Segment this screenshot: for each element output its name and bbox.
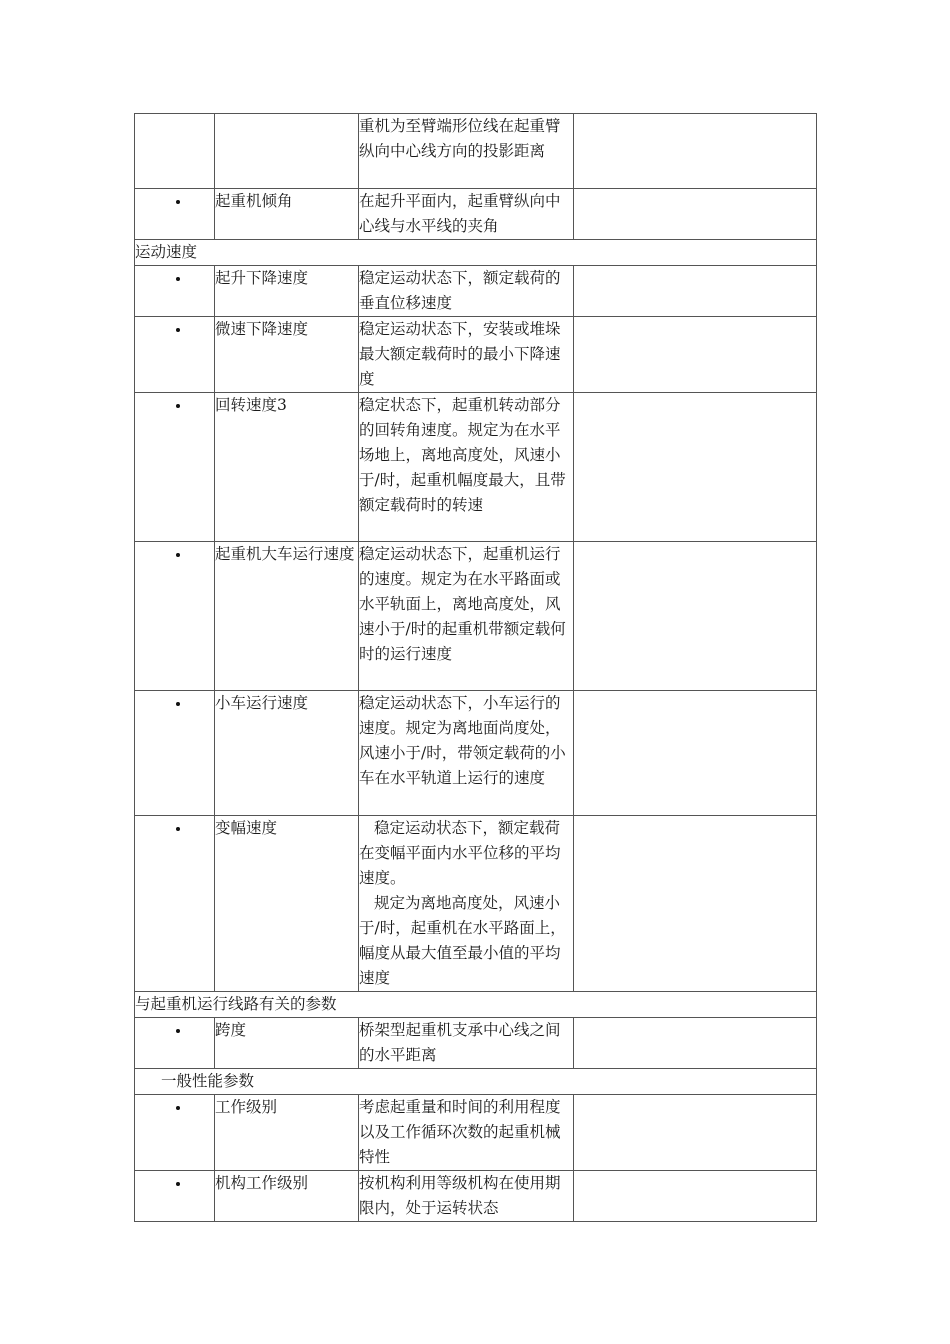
table-row [135, 1095, 817, 1171]
description-text: 考虑起重量和时间的利用程度以及工作循环次数的起重机械特性 [359, 1098, 561, 1166]
term-cell: 小车运行速度 [215, 691, 359, 816]
description-cell [359, 691, 574, 816]
bullet-icon [176, 702, 180, 706]
term-cell: 起重机倾角 [215, 189, 359, 240]
remark-cell [574, 189, 817, 240]
term-cell: 变幅速度 [215, 816, 359, 992]
remark-cell [574, 816, 817, 992]
description-text: 稳定运动状态下，额定载荷的垂直位移速度 [359, 269, 561, 312]
remark-cell [574, 691, 817, 816]
term-cell: 微速下降速度 [215, 317, 359, 393]
bullet-cell [135, 317, 215, 393]
bullet-icon [176, 1182, 180, 1186]
section-row [135, 240, 817, 266]
bullet-cell [135, 189, 215, 240]
bullet-cell [135, 1171, 215, 1222]
remark-cell [574, 1171, 817, 1222]
section-heading: 与起重机运行线路有关的参数 [135, 992, 817, 1018]
description-cell [359, 189, 574, 240]
description-text: 稳定运动状态下，额定载荷在变幅平面内水平位移的平均速度。 [359, 819, 561, 887]
section-heading: 运动速度 [135, 240, 817, 266]
term-cell [215, 114, 359, 189]
term-cell: 工作级别 [215, 1095, 359, 1171]
description-text: 稳定运动状态下，起重机运行的速度。规定为在水平路面或水平轨面上，离地高度处，风速小于/时的起重机带额定载何时的运行速度 [359, 545, 566, 663]
table-row [135, 691, 817, 816]
bullet-cell [135, 542, 215, 691]
remark-cell [574, 317, 817, 393]
description-cell [359, 1018, 574, 1069]
bullet-icon [176, 404, 180, 408]
description-text: 稳定运动状态下，小车运行的速度。规定为离地面尚度处，风速小于/时，带领定载荷的小车在水平轨道上运行的速度 [359, 694, 566, 787]
bullet-cell [135, 1095, 215, 1171]
bullet-cell [135, 816, 215, 992]
description-text: 规定为离地高度处，风速小于/时，起重机在水平路面上，幅度从最大值至最小值的平均速度 [359, 894, 566, 987]
remark-cell [574, 393, 817, 542]
bullet-cell [135, 266, 215, 317]
table-row [135, 393, 817, 542]
section-heading: 一般性能参数 [135, 1069, 817, 1095]
description-text: 桥架型起重机支承中心线之间的水平距离 [359, 1021, 561, 1064]
bullet-icon [176, 277, 180, 281]
description-text: 稳定状态下，起重机转动部分的回转角速度。规定为在水平场地上，离地高度处，风速小于/时，起重机幅度最大，且带额定载荷时的转速 [359, 396, 566, 514]
description-cell [359, 393, 574, 542]
description-cell [359, 1095, 574, 1171]
parameter-table [134, 113, 817, 1222]
description-cell [359, 816, 574, 992]
description-cell [359, 1171, 574, 1222]
term-cell: 机构工作级别 [215, 1171, 359, 1222]
remark-cell [574, 1018, 817, 1069]
remark-cell [574, 1095, 817, 1171]
description-cell [359, 317, 574, 393]
bullet-icon [176, 1029, 180, 1033]
table-row [135, 266, 817, 317]
table-row [135, 114, 817, 189]
remark-cell [574, 266, 817, 317]
section-row [135, 1069, 817, 1095]
term-cell: 回转速度3 [215, 393, 359, 542]
table-row [135, 189, 817, 240]
term-cell: 跨度 [215, 1018, 359, 1069]
bullet-icon [176, 328, 180, 332]
bullet-icon [176, 827, 180, 831]
table-row [135, 1018, 817, 1069]
remark-cell [574, 542, 817, 691]
table-row [135, 317, 817, 393]
bullet-icon [176, 553, 180, 557]
bullet-cell [135, 691, 215, 816]
bullet-cell [135, 1018, 215, 1069]
description-text: 在起升平面内，起重臂纵向中心线与水平线的夹角 [359, 192, 561, 235]
description-cell [359, 114, 574, 189]
remark-cell [574, 114, 817, 189]
description-text: 稳定运动状态下，安装或堆垛最大额定载荷时的最小下降速度 [359, 320, 561, 388]
description-text: 重机为至臂端形位线在起重臂纵向中心线方向的投影距离 [359, 117, 561, 160]
description-cell [359, 266, 574, 317]
table-row [135, 816, 817, 992]
bullet-icon [176, 200, 180, 204]
bullet-cell [135, 114, 215, 189]
bullet-icon [176, 1106, 180, 1110]
bullet-cell [135, 393, 215, 542]
description-text: 按机构利用等级机构在使用期限内，处于运转状态 [359, 1174, 561, 1217]
term-cell: 起重机大车运行速度 [215, 542, 359, 691]
table-row [135, 1171, 817, 1222]
table-row [135, 542, 817, 691]
term-cell: 起升下降速度 [215, 266, 359, 317]
section-row [135, 992, 817, 1018]
description-cell [359, 542, 574, 691]
